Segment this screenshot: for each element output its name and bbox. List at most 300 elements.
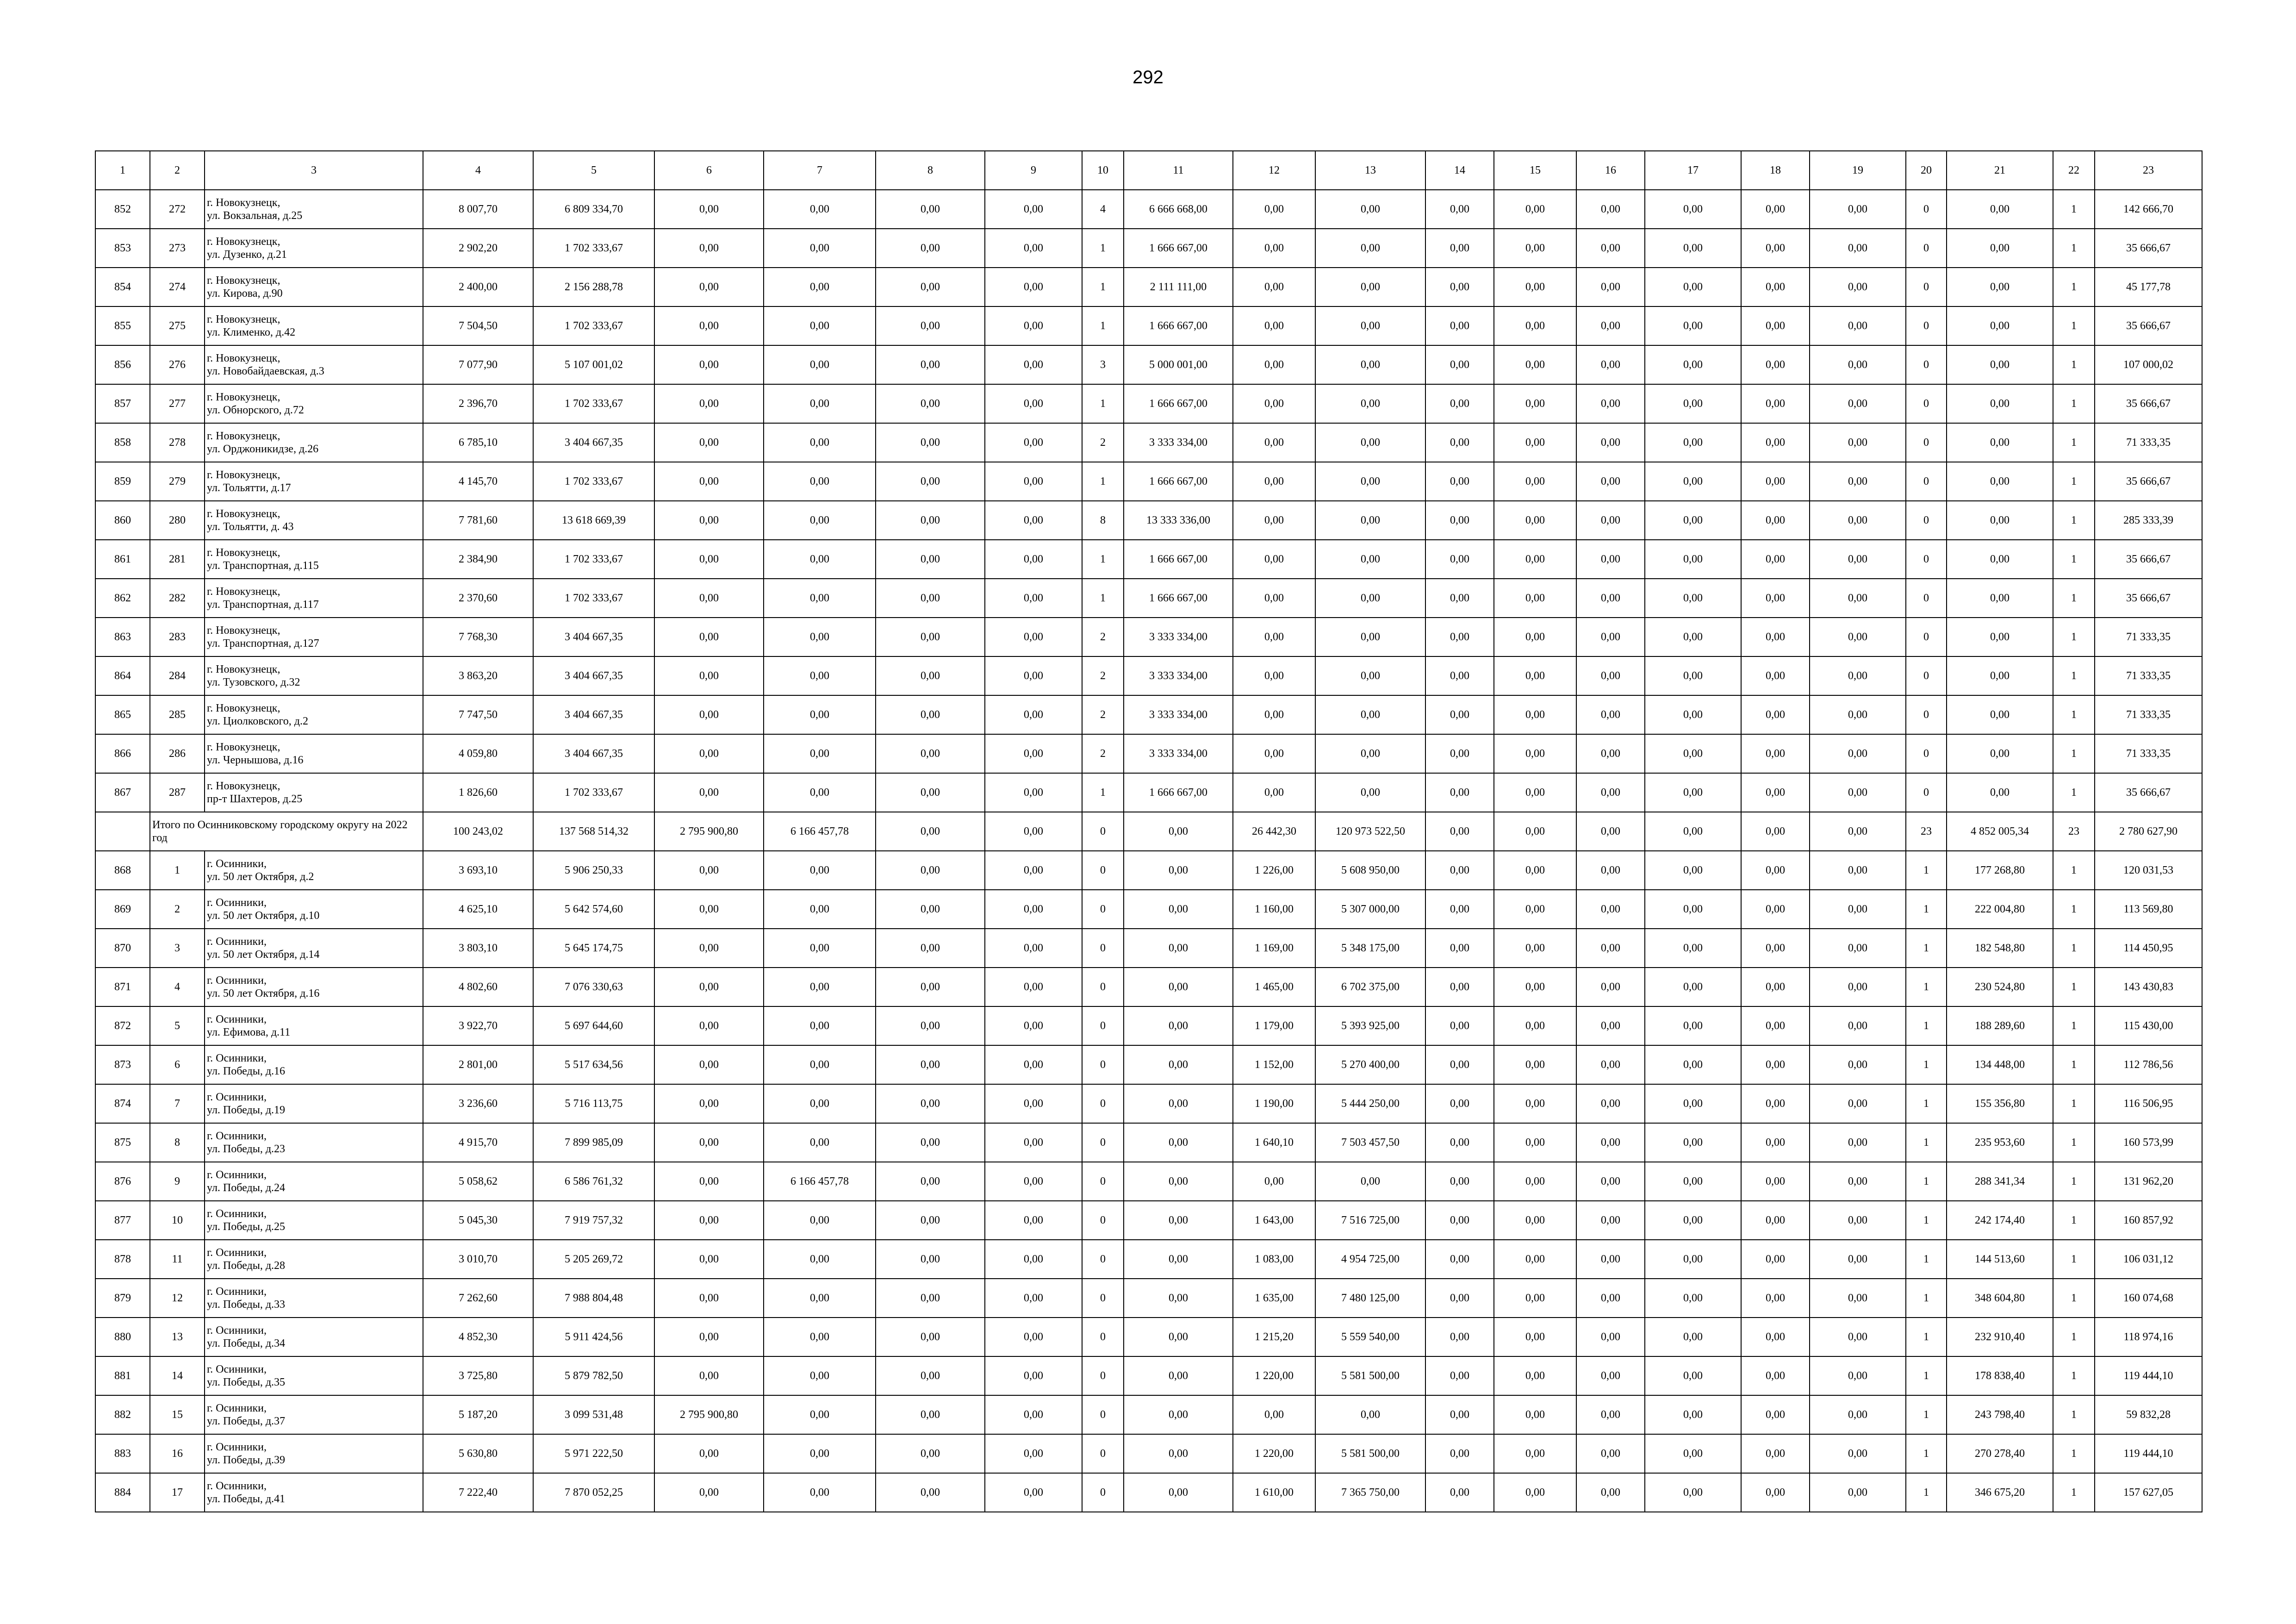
value-cell: 2	[1082, 695, 1124, 734]
value-cell: 0,00	[1124, 1473, 1233, 1512]
table-row	[95, 190, 2202, 229]
value-cell: 0,00	[764, 890, 876, 929]
address-city: г. Осинники,	[207, 1052, 267, 1064]
value-cell: 0	[1082, 1318, 1124, 1356]
address-cell	[205, 929, 423, 968]
value-cell: 0	[1082, 1084, 1124, 1123]
value-cell: 0,00	[985, 306, 1082, 345]
value-cell: 5 581 500,00	[1315, 1356, 1425, 1395]
value-cell: 0,00	[1645, 501, 1741, 540]
value-cell: 0,00	[1494, 773, 1576, 812]
value-cell: 0,00	[1494, 462, 1576, 501]
value-cell: 0,00	[876, 929, 985, 968]
value-cell: 0,00	[654, 423, 764, 462]
value-cell: 0,00	[1741, 540, 1810, 579]
value-cell: 0	[1082, 1356, 1124, 1395]
value-cell: 0,00	[654, 462, 764, 501]
address-cell	[205, 656, 423, 695]
value-cell: 0,00	[654, 540, 764, 579]
row-index-cell: 2	[150, 890, 205, 929]
value-cell: 0,00	[1425, 190, 1494, 229]
value-cell: 0,00	[1425, 1123, 1494, 1162]
row-index-cell: 3	[150, 929, 205, 968]
value-cell: 0,00	[1494, 579, 1576, 618]
value-cell: 6 785,10	[423, 423, 533, 462]
table-row	[95, 540, 2202, 579]
value-cell: 1	[2053, 1434, 2095, 1473]
value-cell: 0,00	[1741, 1006, 1810, 1045]
value-cell: 1	[1082, 773, 1124, 812]
value-cell: 113 569,80	[2095, 890, 2202, 929]
row-index-cell: 15	[150, 1395, 205, 1434]
value-cell: 0,00	[1576, 1006, 1645, 1045]
value-cell: 5 517 634,56	[533, 1045, 654, 1084]
table-row	[95, 1045, 2202, 1084]
value-cell: 0,00	[876, 1434, 985, 1473]
value-cell: 288 341,34	[1947, 1162, 2053, 1201]
value-cell: 0,00	[1233, 540, 1315, 579]
value-cell: 0,00	[1645, 812, 1741, 851]
row-index-cell: 284	[150, 656, 205, 695]
value-cell: 0,00	[1425, 579, 1494, 618]
address-city: г. Новокузнецк,	[207, 197, 280, 209]
row-number-cell: 882	[95, 1395, 150, 1434]
value-cell: 0,00	[876, 384, 985, 423]
value-cell: 0,00	[1810, 306, 1906, 345]
value-cell: 0,00	[1124, 812, 1233, 851]
value-cell: 0,00	[1741, 268, 1810, 306]
value-cell: 0,00	[1576, 618, 1645, 656]
value-cell: 1	[1082, 229, 1124, 268]
value-cell: 1 702 333,67	[533, 773, 654, 812]
row-index-cell: 8	[150, 1123, 205, 1162]
value-cell: 0	[1906, 695, 1947, 734]
address-street: ул. Победы, д.37	[207, 1415, 286, 1427]
value-cell: 0,00	[1810, 423, 1906, 462]
value-cell: 232 910,40	[1947, 1318, 2053, 1356]
value-cell: 1 179,00	[1233, 1006, 1315, 1045]
value-cell: 0	[1906, 501, 1947, 540]
value-cell: 1	[2053, 423, 2095, 462]
value-cell: 0,00	[1576, 890, 1645, 929]
value-cell: 0,00	[1315, 462, 1425, 501]
value-cell: 0,00	[1425, 968, 1494, 1006]
value-cell: 0,00	[985, 423, 1082, 462]
value-cell: 0,00	[1741, 1318, 1810, 1356]
table-row	[95, 1356, 2202, 1395]
value-cell: 0,00	[1494, 695, 1576, 734]
value-cell: 0,00	[1494, 1006, 1576, 1045]
value-cell: 3 333 334,00	[1124, 734, 1233, 773]
value-cell: 0,00	[1576, 540, 1645, 579]
row-index-cell: 4	[150, 968, 205, 1006]
value-cell: 0,00	[1233, 423, 1315, 462]
value-cell: 1	[2053, 1240, 2095, 1279]
value-cell: 0,00	[1741, 773, 1810, 812]
row-index-cell: 285	[150, 695, 205, 734]
value-cell: 0,00	[1576, 501, 1645, 540]
value-cell: 4 802,60	[423, 968, 533, 1006]
value-cell: 0,00	[1315, 1162, 1425, 1201]
value-cell: 0,00	[1810, 1240, 1906, 1279]
value-cell: 0,00	[1645, 540, 1741, 579]
table-row	[95, 656, 2202, 695]
value-cell: 0	[1082, 1279, 1124, 1318]
row-number-cell: 880	[95, 1318, 150, 1356]
value-cell: 0,00	[1494, 1084, 1576, 1123]
value-cell: 0,00	[1741, 1356, 1810, 1395]
value-cell: 0,00	[1425, 384, 1494, 423]
value-cell: 1	[1906, 1045, 1947, 1084]
value-cell: 0,00	[1576, 1356, 1645, 1395]
table-row	[95, 851, 2202, 890]
value-cell: 7 899 985,09	[533, 1123, 654, 1162]
value-cell: 1	[2053, 190, 2095, 229]
address-street: ул. Обнорского, д.72	[207, 404, 304, 416]
value-cell: 0,00	[1645, 345, 1741, 384]
value-cell: 0,00	[985, 1045, 1082, 1084]
value-cell: 0,00	[1947, 579, 2053, 618]
table-row	[95, 1162, 2202, 1201]
value-cell: 0,00	[876, 1318, 985, 1356]
value-cell: 0,00	[1576, 268, 1645, 306]
value-cell: 35 666,67	[2095, 579, 2202, 618]
value-cell: 0,00	[1576, 1162, 1645, 1201]
value-cell: 160 573,99	[2095, 1123, 2202, 1162]
value-cell: 0,00	[1576, 579, 1645, 618]
value-cell: 0,00	[1741, 1084, 1810, 1123]
value-cell: 1	[1906, 1084, 1947, 1123]
value-cell: 137 568 514,32	[533, 812, 654, 851]
value-cell: 4 625,10	[423, 890, 533, 929]
row-number-cell: 855	[95, 306, 150, 345]
row-index-cell: 16	[150, 1434, 205, 1473]
value-cell: 0,00	[1315, 579, 1425, 618]
value-cell: 0,00	[876, 618, 985, 656]
value-cell: 0,00	[654, 1434, 764, 1473]
address-cell	[205, 229, 423, 268]
value-cell: 0,00	[1645, 1395, 1741, 1434]
value-cell: 2	[1082, 656, 1124, 695]
column-header: 11	[1124, 151, 1233, 190]
value-cell: 1 220,00	[1233, 1356, 1315, 1395]
table-row	[95, 268, 2202, 306]
value-cell: 0,00	[654, 306, 764, 345]
table-row	[95, 1240, 2202, 1279]
value-cell: 1 702 333,67	[533, 579, 654, 618]
value-cell: 1	[2053, 1279, 2095, 1318]
value-cell: 4 059,80	[423, 734, 533, 773]
value-cell: 0,00	[1233, 1162, 1315, 1201]
address-cell	[205, 1084, 423, 1123]
value-cell: 0	[1906, 540, 1947, 579]
value-cell: 0,00	[1494, 540, 1576, 579]
value-cell: 6 166 457,78	[764, 1162, 876, 1201]
row-index-cell: 11	[150, 1240, 205, 1279]
value-cell: 0,00	[985, 1201, 1082, 1240]
row-number-cell: 862	[95, 579, 150, 618]
value-cell: 0,00	[1425, 1084, 1494, 1123]
column-header: 12	[1233, 151, 1315, 190]
value-cell: 1	[2053, 306, 2095, 345]
value-cell: 0,00	[1494, 345, 1576, 384]
value-cell: 5 911 424,56	[533, 1318, 654, 1356]
value-cell: 155 356,80	[1947, 1084, 2053, 1123]
value-cell: 0,00	[1315, 229, 1425, 268]
value-cell: 0	[1906, 384, 1947, 423]
value-cell: 0,00	[1425, 1356, 1494, 1395]
value-cell: 7 870 052,25	[533, 1473, 654, 1512]
value-cell: 0,00	[1810, 812, 1906, 851]
value-cell: 0,00	[1645, 618, 1741, 656]
value-cell: 1	[1906, 851, 1947, 890]
value-cell: 0,00	[1315, 695, 1425, 734]
value-cell: 0	[1906, 268, 1947, 306]
value-cell: 0,00	[1233, 345, 1315, 384]
address-cell	[205, 1045, 423, 1084]
value-cell: 1	[2053, 1123, 2095, 1162]
address-city: г. Осинники,	[207, 1247, 267, 1259]
value-cell: 0,00	[1645, 1473, 1741, 1512]
table-row	[95, 890, 2202, 929]
value-cell: 1 215,20	[1233, 1318, 1315, 1356]
value-cell: 0,00	[1494, 1279, 1576, 1318]
address-city: г. Осинники,	[207, 897, 267, 909]
value-cell: 0,00	[1425, 1162, 1494, 1201]
value-cell: 0,00	[1315, 618, 1425, 656]
value-cell: 5 187,20	[423, 1395, 533, 1434]
value-cell: 0,00	[1494, 1162, 1576, 1201]
table-row	[95, 384, 2202, 423]
row-number-cell: 879	[95, 1279, 150, 1318]
row-index-cell: 5	[150, 1006, 205, 1045]
value-cell: 2 396,70	[423, 384, 533, 423]
value-cell: 0,00	[1425, 540, 1494, 579]
value-cell: 0,00	[1315, 1395, 1425, 1434]
value-cell: 0,00	[1425, 1279, 1494, 1318]
value-cell: 0,00	[1645, 1356, 1741, 1395]
value-cell: 5 608 950,00	[1315, 851, 1425, 890]
value-cell: 1	[2053, 1084, 2095, 1123]
value-cell: 285 333,39	[2095, 501, 2202, 540]
row-number-cell: 871	[95, 968, 150, 1006]
address-city: г. Новокузнецк,	[207, 625, 280, 637]
value-cell: 0,00	[1124, 1395, 1233, 1434]
address-city: г. Новокузнецк,	[207, 663, 280, 675]
value-cell: 0,00	[654, 929, 764, 968]
value-cell: 107 000,02	[2095, 345, 2202, 384]
value-cell: 114 450,95	[2095, 929, 2202, 968]
value-cell: 5 581 500,00	[1315, 1434, 1425, 1473]
row-number-cell: 853	[95, 229, 150, 268]
value-cell: 0,00	[1741, 812, 1810, 851]
value-cell: 0,00	[1315, 423, 1425, 462]
empty-cell	[95, 812, 150, 851]
value-cell: 0,00	[1810, 1123, 1906, 1162]
address-street: пр-т Шахтеров, д.25	[207, 793, 303, 805]
value-cell: 0,00	[1645, 1240, 1741, 1279]
value-cell: 0,00	[654, 501, 764, 540]
table-row	[95, 1318, 2202, 1356]
value-cell: 1 702 333,67	[533, 384, 654, 423]
address-street: ул. Победы, д.41	[207, 1493, 286, 1505]
value-cell: 0,00	[654, 968, 764, 1006]
value-cell: 116 506,95	[2095, 1084, 2202, 1123]
row-index-cell: 277	[150, 384, 205, 423]
value-cell: 0,00	[1947, 540, 2053, 579]
table-row	[95, 773, 2202, 812]
value-cell: 5 270 400,00	[1315, 1045, 1425, 1084]
value-cell: 6 666 668,00	[1124, 190, 1233, 229]
value-cell: 0,00	[1315, 734, 1425, 773]
value-cell: 0,00	[1494, 190, 1576, 229]
value-cell: 35 666,67	[2095, 384, 2202, 423]
address-street: ул. Победы, д.19	[207, 1104, 286, 1116]
value-cell: 0,00	[764, 656, 876, 695]
value-cell: 0,00	[1741, 1395, 1810, 1434]
value-cell: 2 370,60	[423, 579, 533, 618]
value-cell: 23	[2053, 812, 2095, 851]
value-cell: 0,00	[1494, 384, 1576, 423]
value-cell: 0,00	[1124, 1006, 1233, 1045]
value-cell: 0,00	[1576, 423, 1645, 462]
value-cell: 0,00	[1810, 1473, 1906, 1512]
row-number-cell: 854	[95, 268, 150, 306]
value-cell: 1 826,60	[423, 773, 533, 812]
address-street: ул. Транспортная, д.127	[207, 637, 319, 650]
value-cell: 119 444,10	[2095, 1434, 2202, 1473]
value-cell: 0,00	[1233, 190, 1315, 229]
value-cell: 1 666 667,00	[1124, 462, 1233, 501]
value-cell: 0,00	[1576, 929, 1645, 968]
value-cell: 1 643,00	[1233, 1201, 1315, 1240]
value-cell: 0,00	[1576, 1318, 1645, 1356]
value-cell: 0,00	[1741, 229, 1810, 268]
value-cell: 0,00	[764, 229, 876, 268]
row-index-cell: 286	[150, 734, 205, 773]
value-cell: 0,00	[1810, 384, 1906, 423]
value-cell: 0,00	[764, 462, 876, 501]
table-header-row	[95, 151, 2202, 190]
value-cell: 0,00	[654, 773, 764, 812]
value-cell: 3 333 334,00	[1124, 618, 1233, 656]
address-street: ул. Победы, д.33	[207, 1299, 286, 1311]
value-cell: 0,00	[876, 734, 985, 773]
value-cell: 0,00	[1576, 190, 1645, 229]
address-street: ул. Победы, д.35	[207, 1376, 286, 1388]
value-cell: 5 716 113,75	[533, 1084, 654, 1123]
value-cell: 1	[1906, 929, 1947, 968]
value-cell: 2 780 627,90	[2095, 812, 2202, 851]
value-cell: 0,00	[876, 1201, 985, 1240]
value-cell: 0,00	[876, 579, 985, 618]
value-cell: 0,00	[1315, 268, 1425, 306]
value-cell: 1 666 667,00	[1124, 306, 1233, 345]
value-cell: 115 430,00	[2095, 1006, 2202, 1045]
value-cell: 0,00	[1494, 306, 1576, 345]
value-cell: 71 333,35	[2095, 734, 2202, 773]
value-cell: 0,00	[876, 1356, 985, 1395]
value-cell: 0,00	[876, 1473, 985, 1512]
address-cell	[205, 890, 423, 929]
value-cell: 0,00	[876, 890, 985, 929]
column-header: 16	[1576, 151, 1645, 190]
value-cell: 0,00	[764, 501, 876, 540]
row-number-cell: 884	[95, 1473, 150, 1512]
value-cell: 0,00	[1233, 579, 1315, 618]
value-cell: 0,00	[1494, 1045, 1576, 1084]
column-header: 3	[205, 151, 423, 190]
value-cell: 0,00	[1425, 851, 1494, 890]
value-cell: 0	[1906, 618, 1947, 656]
value-cell: 0,00	[985, 1318, 1082, 1356]
column-header: 19	[1810, 151, 1906, 190]
table-row	[95, 1123, 2202, 1162]
value-cell: 1	[2053, 1201, 2095, 1240]
value-cell: 0,00	[1947, 268, 2053, 306]
row-index-cell: 6	[150, 1045, 205, 1084]
value-cell: 1	[1082, 268, 1124, 306]
value-cell: 0,00	[1494, 1201, 1576, 1240]
value-cell: 0,00	[1233, 773, 1315, 812]
value-cell: 0,00	[764, 190, 876, 229]
value-cell: 1 702 333,67	[533, 540, 654, 579]
address-cell	[205, 1473, 423, 1512]
row-number-cell: 868	[95, 851, 150, 890]
address-street: ул. Новобайдаевская, д.3	[207, 365, 324, 377]
value-cell: 0,00	[1124, 1434, 1233, 1473]
row-number-cell: 874	[95, 1084, 150, 1123]
address-cell	[205, 618, 423, 656]
value-cell: 0,00	[1233, 1395, 1315, 1434]
row-index-cell: 13	[150, 1318, 205, 1356]
column-header: 4	[423, 151, 533, 190]
value-cell: 0,00	[1425, 618, 1494, 656]
value-cell: 5 642 574,60	[533, 890, 654, 929]
table-row	[95, 462, 2202, 501]
value-cell: 0,00	[985, 384, 1082, 423]
value-cell: 0,00	[1741, 734, 1810, 773]
value-cell: 35 666,67	[2095, 229, 2202, 268]
value-cell: 2 795 900,80	[654, 812, 764, 851]
value-cell: 1	[2053, 968, 2095, 1006]
value-cell: 0,00	[764, 851, 876, 890]
value-cell: 0,00	[1233, 229, 1315, 268]
value-cell: 71 333,35	[2095, 656, 2202, 695]
value-cell: 0	[1082, 1395, 1124, 1434]
value-cell: 3 922,70	[423, 1006, 533, 1045]
address-cell	[205, 306, 423, 345]
value-cell: 1	[2053, 695, 2095, 734]
value-cell: 188 289,60	[1947, 1006, 2053, 1045]
value-cell: 1	[2053, 384, 2095, 423]
value-cell: 1	[2053, 229, 2095, 268]
row-number-cell: 883	[95, 1434, 150, 1473]
value-cell: 0,00	[1741, 929, 1810, 968]
value-cell: 5 645 174,75	[533, 929, 654, 968]
value-cell: 1	[1082, 384, 1124, 423]
value-cell: 0	[1082, 1201, 1124, 1240]
value-cell: 120 973 522,50	[1315, 812, 1425, 851]
value-cell: 6 166 457,78	[764, 812, 876, 851]
value-cell: 0,00	[985, 812, 1082, 851]
value-cell: 0,00	[985, 1434, 1082, 1473]
address-city: г. Осинники,	[207, 974, 267, 987]
value-cell: 143 430,83	[2095, 968, 2202, 1006]
row-number-cell: 875	[95, 1123, 150, 1162]
value-cell: 0,00	[1810, 734, 1906, 773]
row-index-cell: 280	[150, 501, 205, 540]
